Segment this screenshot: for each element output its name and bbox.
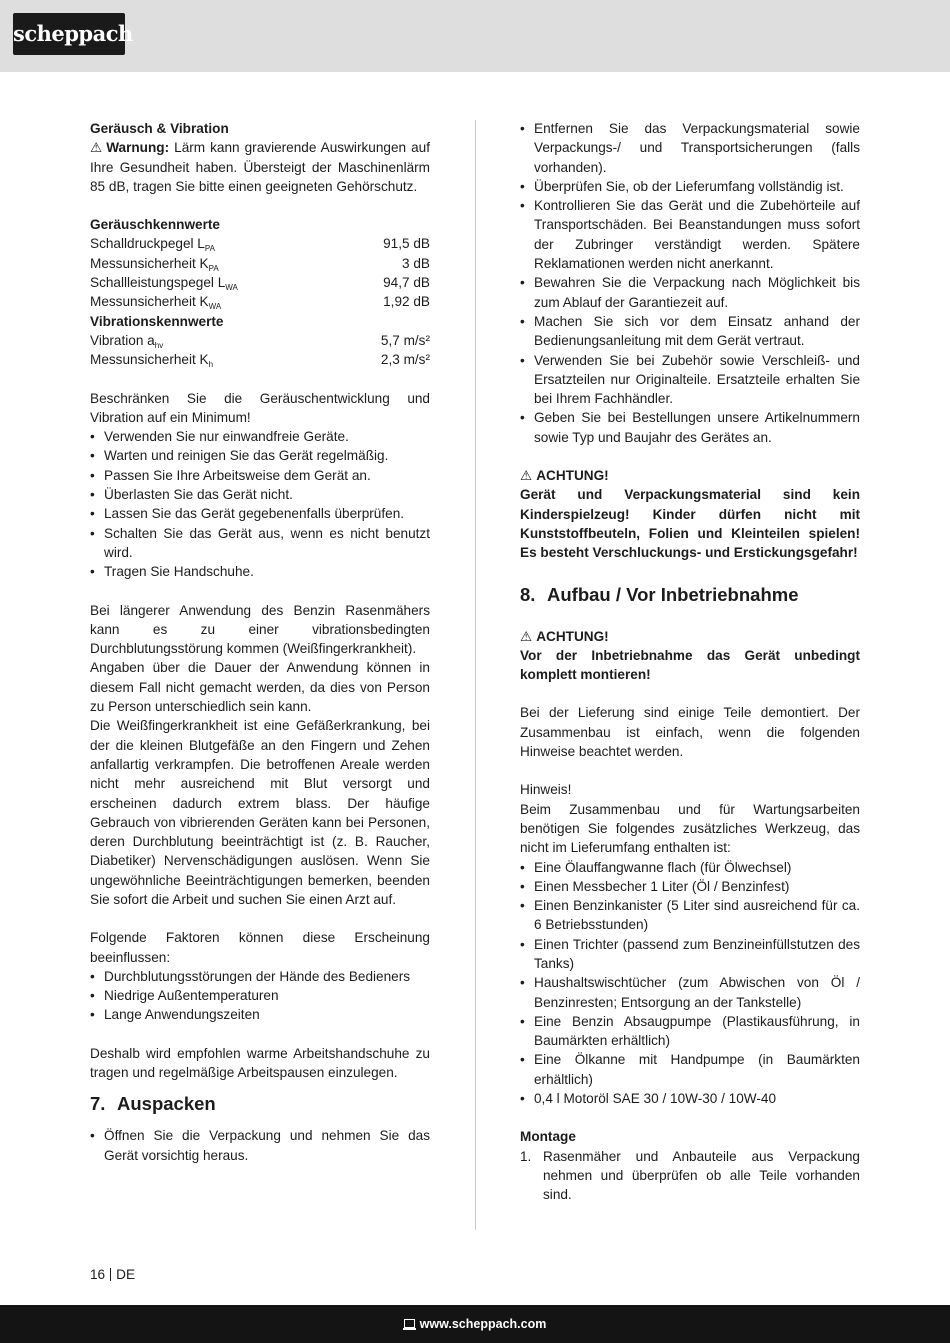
- value-number: 5,7 m/s²: [380, 332, 430, 348]
- list-item: • Öffnen Sie die Verpackung und nehmen Sie das Gerät vorsichtig heraus.: [90, 1126, 430, 1165]
- value-row: [90, 331, 430, 350]
- limit-intro: Beschränken Sie die Geräuschentwicklung und Vibration auf ein Minimum!: [90, 390, 430, 425]
- section-8-heading: 8. Aufbau / Vor Inbetriebnahme: [520, 583, 799, 605]
- footer-band: [0, 1305, 950, 1343]
- noise-values-heading: Geräuschkennwerte: [90, 217, 220, 233]
- warning-text: Lärm kann gravierende Auswirkungen auf Ihre Gesundheit haben. Übersteigt der Maschinenlärm 85 dB, tragen Sie bitte einen geeigneten Gehörschutz.: [90, 140, 430, 194]
- hint-text: Beim Zusammenbau und für Wartungsarbeiten benötigen Sie folgendes zusätzliches Werkzeug, das nicht im Lieferumfang enthalten ist:: [520, 801, 860, 856]
- left-column: [90, 119, 430, 1165]
- list-item: • Geben Sie bei Bestellungen unsere Artikelnummern sowie Typ und Baujahr des Gerätes an.: [520, 408, 860, 447]
- list-item: • Einen Trichter (passend zum Benzineinfüllstutzen des Tanks): [520, 935, 860, 974]
- list-item: • Verwenden Sie nur einwandfreie Geräte.: [90, 427, 430, 446]
- value-number: 2,3 m/s²: [380, 352, 430, 368]
- website-link[interactable]: www.scheppach.com: [0, 1315, 950, 1333]
- delivery-text: Bei der Lieferung sind einige Teile demontiert. Der Zusammenbau ist einfach, wenn die folgenden Hinweise beachtet werden.: [520, 705, 860, 760]
- list-item: • Überlasten Sie das Gerät nicht.: [90, 485, 430, 504]
- list-item: • Durchblutungsstörungen der Hände des Bedieners: [90, 967, 430, 986]
- value-number: 94,7 dB: [383, 275, 430, 291]
- hint-label: Hinweis!: [520, 782, 572, 798]
- list-item: • Lassen Sie das Gerät gegebenenfalls überprüfen.: [90, 504, 430, 523]
- list-item: • Haushaltswischtücher (zum Abwischen von Öl / Benzinresten; Entsorgung an der Tankstelle): [520, 973, 860, 1012]
- value-label: Messunsicherheit $K_{WA}$: [90, 294, 222, 312]
- value-row: [90, 254, 430, 273]
- caution-2-label: ⚠ ACHTUNG!: [520, 627, 860, 646]
- list-item: • Entfernen Sie das Verpackungsmaterial sowie Verpackungs-/ und Transportsicherungen (falls vorhanden).: [520, 119, 860, 177]
- caution-1-label: ⚠ ACHTUNG!: [520, 466, 860, 485]
- paragraph: Angaben über die Dauer der Anwendung können in diesem Fall nicht gemacht werden, da dies von Person zu Person unterschiedlich sein kann.: [90, 660, 430, 715]
- section-7-heading: 7. Auspacken: [90, 1093, 216, 1115]
- value-number: 1,92 dB: [383, 294, 430, 310]
- value-row: [90, 350, 430, 369]
- value-label: Vibration $a_{hv}$: [90, 332, 164, 350]
- list-item: • Eine Ölauffangwanne flach (für Ölwechsel): [520, 858, 860, 877]
- header-band: [0, 0, 950, 72]
- list-item: • Passen Sie Ihre Arbeitsweise dem Gerät an.: [90, 466, 430, 485]
- list-item: • Eine Benzin Absaugpumpe (Plastikausführung, in Baumärkten erhältlich): [520, 1012, 860, 1051]
- list-item: • Bewahren Sie die Verpackung nach Möglichkeit bis zum Ablauf der Garantiezeit auf.: [520, 273, 860, 312]
- list-item: • Schalten Sie das Gerät aus, wenn es nicht benutzt wird.: [90, 524, 430, 563]
- assembly-steps: [520, 1147, 860, 1205]
- step-item: 1. Rasenmäher und Anbauteile aus Verpackung nehmen und überprüfen ob alle Teile vorhanden sind.: [520, 1148, 860, 1203]
- value-group-row: [90, 312, 430, 331]
- caution-1-text: Gerät und Verpackungsmaterial sind kein Kinderspielzeug! Kinder dürfen nicht mit Kunststoffbeuteln, Folien und Kleinteilen spielen! Es besteht Verschluckungs- und Erstickungsgefahr!: [520, 487, 860, 561]
- list-item: • Niedrige Außentemperaturen: [90, 986, 430, 1005]
- warning-triangle-icon: ⚠: [520, 628, 533, 644]
- noise-warning: [90, 138, 430, 196]
- unpack-list-start: [90, 1126, 430, 1165]
- tool-list: [520, 858, 860, 1109]
- list-item: • Lange Anwendungszeiten: [90, 1005, 430, 1024]
- value-label: Schalldruckpegel $L_{PA}$: [90, 236, 215, 254]
- scheppach-logo: scheppach: [13, 13, 125, 55]
- limit-list: [90, 427, 430, 581]
- paragraph: Die Weißfingerkrankheit ist eine Gefäßerkrankung, bei der die kleinen Blutgefäße an den Fingern und Zehen anfallartig verkrampfen. Die betroffenen Areale werden nicht mehr ausreichend mit Blut versorgt und erscheinen dadurch extrem blass. Der häufige Gebrauch von vibrierenden Geräten kann bei Personen, deren Durchblutung beeinträchtigt ist (z. B. Raucher, Diabetiker) Nervenschädigungen auslösen. Wenn Sie ungewöhnliche Beeinträchtigungen bemerken, beenden Sie sofort die Arbeit und suchen Sie einen Arzt auf.: [90, 718, 430, 907]
- paragraph: Bei längerer Anwendung des Benzin Rasenmähers kann es zu einer vibrationsbedingten Durchblutungsstörung kommen (Weißfingerkrankheit).: [90, 602, 430, 657]
- vibration-values-heading: Vibrationskennwerte: [90, 313, 224, 329]
- page-number: 16 DE: [90, 1267, 136, 1282]
- noise-values-table: [90, 234, 430, 369]
- value-label: Messunsicherheit $K_h$: [90, 352, 214, 370]
- list-item: • Einen Messbecher 1 Liter (Öl / Benzinfest): [520, 877, 860, 896]
- value-number: 91,5 dB: [383, 236, 430, 252]
- warning-label: Warnung:: [106, 140, 170, 156]
- list-item: • Verwenden Sie bei Zubehör sowie Verschleiß- und Ersatzteilen nur Originalteile. Ersatzteile erhalten Sie bei Ihrem Fachhändler.: [520, 351, 860, 409]
- list-item: • 0,4 l Motoröl SAE 30 / 10W-30 / 10W-40: [520, 1089, 860, 1108]
- warning-triangle-icon: ⚠: [520, 468, 533, 484]
- caution-2-text: Vor der Inbetriebnahme das Gerät unbedingt komplett montieren!: [520, 647, 860, 683]
- warning-triangle-icon: ⚠: [90, 140, 103, 156]
- factors-intro: Folgende Faktoren können diese Erscheinung beeinflussen:: [90, 930, 430, 965]
- assembly-heading: Montage: [520, 1129, 576, 1145]
- value-row: [90, 273, 430, 292]
- paragraph: Deshalb wird empfohlen warme Arbeitshandschuhe zu tragen und regelmäßige Arbeitspausen einzulegen.: [90, 1045, 430, 1081]
- value-label: Messunsicherheit $K_{PA}$: [90, 255, 219, 273]
- list-item: • Warten und reinigen Sie das Gerät regelmäßig.: [90, 446, 430, 465]
- factors-list: [90, 967, 430, 1025]
- column-divider: [475, 120, 476, 1230]
- value-row: [90, 234, 430, 253]
- right-column: [520, 119, 860, 1205]
- unpack-list: [520, 119, 860, 447]
- list-item: • Kontrollieren Sie das Gerät und die Zubehörteile auf Transportschäden. Bei Beanstandungen muss sofort der Zubringer verständigt werden. Spätere Reklamationen werden nicht anerkannt.: [520, 196, 860, 273]
- value-number: 3 dB: [402, 255, 430, 271]
- list-item: • Tragen Sie Handschuhe.: [90, 562, 430, 581]
- value-row: [90, 292, 430, 311]
- list-item: • Überprüfen Sie, ob der Lieferumfang vollständig ist.: [520, 177, 860, 196]
- monitor-icon: [404, 1319, 415, 1328]
- list-item: • Eine Ölkanne mit Handpumpe (in Baumärkten erhältlich): [520, 1050, 860, 1089]
- noise-vibration-heading: Geräusch & Vibration: [90, 121, 229, 136]
- list-item: • Machen Sie sich vor dem Einsatz anhand der Bedienungsanleitung mit dem Gerät vertraut.: [520, 312, 860, 351]
- list-item: • Einen Benzinkanister (5 Liter sind ausreichend für ca. 6 Betriebsstunden): [520, 896, 860, 935]
- value-label: Schallleistungspegel $L_{WA}$: [90, 275, 238, 293]
